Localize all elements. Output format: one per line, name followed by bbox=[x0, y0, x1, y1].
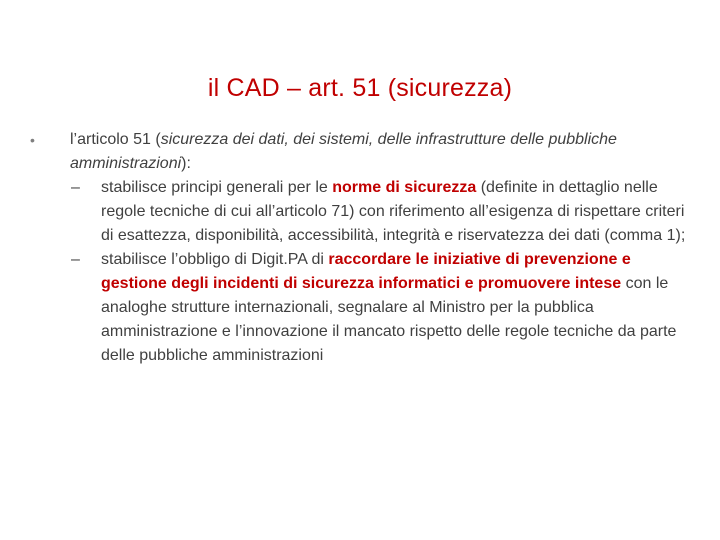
sub-item-text-before: stabilisce principi generali per le bbox=[101, 179, 333, 196]
sub-item bbox=[30, 248, 690, 368]
bullet-intro: l’articolo 51 ( bbox=[70, 131, 161, 148]
bullet-italic-text: sicurezza dei dati, dei sistemi, delle infrastrutture delle pubbliche amministrazioni bbox=[70, 131, 617, 172]
bullet-outro: ): bbox=[181, 155, 191, 172]
slide-content bbox=[30, 128, 690, 368]
bullet-item bbox=[30, 128, 690, 176]
dash-marker: – bbox=[71, 251, 80, 268]
sub-item-text-before: stabilisce l’obbligo di Digit.PA di bbox=[101, 251, 329, 268]
sub-item bbox=[30, 176, 690, 248]
bullet-marker: • bbox=[30, 132, 35, 148]
sub-item-text-after: (definite in dettaglio nelle regole tecniche di cui all’articolo 71) con riferimento all’esigenza di rispettare criteri di esattezza, disponibilità, accessibilità, integrità e riservatezza dei dati (comma 1); bbox=[101, 179, 686, 244]
sub-item-highlight: norme di sicurezza bbox=[332, 179, 477, 196]
dash-marker: – bbox=[71, 179, 80, 196]
sub-item-text-after: con le analoghe strutture internazionali, segnalare al Ministro per la pubblica amministrazione e l’innovazione il mancato rispetto delle regole tecniche da parte delle pubbliche amministrazioni bbox=[101, 275, 677, 364]
slide-title: il CAD – art. 51 (sicurezza) bbox=[207, 74, 513, 102]
sub-item-highlight: raccordare le iniziative di prevenzione e gestione degli incidenti di sicurezza informatici e promuovere intese bbox=[101, 251, 631, 292]
